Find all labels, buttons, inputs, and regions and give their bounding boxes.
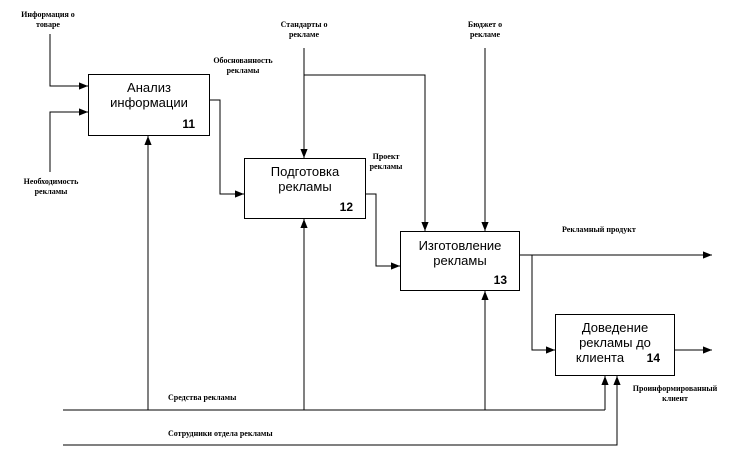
arrow-11-to-12 [210,100,244,194]
function-box-preparation [244,158,366,219]
function-box-analysis [88,74,210,136]
box-title-line: Подготовка [270,164,340,179]
box-title-line: рекламы [433,253,487,268]
label-need-ads [8,177,94,197]
box-title-line: Изготовление [418,238,502,253]
label-info-goods [8,10,88,30]
label-line: Информация о [21,10,75,19]
label-line: Проект [372,152,400,161]
box-title-line: клиента [575,350,625,365]
label-line: товаре [36,20,60,29]
label-line: клиент [662,394,688,403]
label-line: Проинформированный [632,384,718,393]
label-reasonable-ads [200,56,286,76]
label-line: рекламы [369,162,403,171]
box-title-line: информации [110,95,188,110]
label-line: Стандарты о [280,20,328,29]
label-line: рекламе [288,30,320,39]
label-ad-product: Рекламный продукт [562,225,636,234]
arrow-12-to-13 [366,194,400,266]
label-ad-means: Средства рекламы [168,393,237,402]
arrow-need-ads [50,112,88,172]
label-project-ads [362,152,410,172]
box-number: 11 [182,117,195,131]
label-line: рекламы [34,187,68,196]
box-title-line: рекламы [278,179,332,194]
label-line: рекламы [226,66,260,75]
box-title-line: Анализ [127,80,171,95]
label-line: Обоснованность [213,56,273,65]
label-line: рекламе [469,30,501,39]
label-budget [450,20,520,40]
label-standards [268,20,340,40]
box-number: 12 [339,200,353,214]
arrow-info-goods [50,34,88,86]
label-line: Бюджет о [467,20,503,29]
function-box-production [400,231,520,291]
label-informed-client [625,384,725,404]
box-number: 14 [646,351,660,365]
function-box-delivery [555,314,675,376]
box-title-line: рекламы до [579,335,651,350]
box-number: 13 [493,273,507,287]
box-title-line: Доведение [581,320,649,335]
arrow-13-to-14 [532,255,555,350]
label-ad-staff: Сотрудники отдела рекламы [168,429,273,438]
label-line: Необходимость [23,177,79,186]
